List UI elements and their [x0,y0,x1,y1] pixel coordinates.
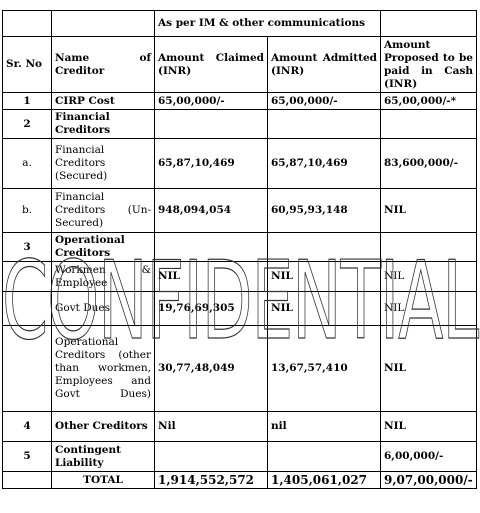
amount-admitted [268,110,381,139]
header-blank-cell [3,11,52,37]
amount-admitted: NIL [268,292,381,326]
table-row [3,233,477,262]
amount-admitted: 13,67,57,410 [268,326,381,412]
amount-admitted [268,442,381,472]
amount-claimed: Nil [155,412,268,442]
table-row [3,412,477,442]
sr-no: 2 [3,110,52,139]
amount-admitted: 60,95,93,148 [268,189,381,233]
amount-claimed: NIL [155,262,268,292]
total-amount-admitted: 1,405,061,027 [268,472,381,489]
header-creditor-name: Name of Creditor [52,37,155,93]
total-amount-proposed: 9,07,00,000/- [381,472,477,489]
header-amount-proposed: Amount Proposed to be paid in Cash (INR) [381,37,477,93]
table-row [3,189,477,233]
amount-admitted: 65,00,000/- [268,93,381,110]
creditor-name: Financial Creditors (Secured) [52,139,155,189]
header-amount-claimed: Amount Claimed (INR) [155,37,268,93]
amount-proposed: NIL [381,292,477,326]
amount-proposed: NIL [381,412,477,442]
amount-claimed: 65,00,000/- [155,93,268,110]
amount-admitted [268,233,381,262]
sr-no: b. [3,189,52,233]
header-blank-cell [381,11,477,37]
table-row [3,292,477,326]
sr-no [3,326,52,412]
creditor-name: CIRP Cost [52,93,155,110]
creditor-name: Workmen & Employee [52,262,155,292]
amount-proposed [381,110,477,139]
amount-claimed: 19,76,69,305 [155,292,268,326]
header-sr-no: Sr. No [3,37,52,93]
table-row [3,110,477,139]
table-row [3,326,477,412]
table-row [3,93,477,110]
sr-no: 1 [3,93,52,110]
creditor-name: Other Creditors [52,412,155,442]
amount-admitted: 65,87,10,469 [268,139,381,189]
total-amount-claimed: 1,914,552,572 [155,472,268,489]
header-group-row [3,11,477,37]
sr-no [3,262,52,292]
table-row [3,262,477,292]
watermark-text: CONFIDENTIAL [2,239,480,358]
amount-proposed: 6,00,000/- [381,442,477,472]
amount-claimed [155,442,268,472]
amount-claimed [155,110,268,139]
creditor-name: Operational Creditors [52,233,155,262]
amount-proposed: NIL [381,262,477,292]
creditor-name: Financial Creditors [52,110,155,139]
total-label: TOTAL [52,472,155,489]
amount-admitted: nil [268,412,381,442]
amount-claimed [155,233,268,262]
table-row [3,442,477,472]
amount-proposed: 65,00,000/-* [381,93,477,110]
creditor-name: Financial Creditors (Un-Secured) [52,189,155,233]
sr-no: 5 [3,442,52,472]
amount-proposed [381,233,477,262]
creditor-claims-table [2,10,480,489]
sr-no [3,292,52,326]
amount-claimed: 30,77,48,049 [155,326,268,412]
total-row [3,472,477,489]
creditor-name: Operational Creditors (other than workmen, Employees and Govt Dues) [52,326,155,412]
header-amount-admitted: Amount Admitted (INR) [268,37,381,93]
amount-admitted: NIL [268,262,381,292]
creditor-name: Contingent Liability [52,442,155,472]
table-row [3,139,477,189]
creditor-name: Govt Dues [52,292,155,326]
amount-proposed: 83,600,000/- [381,139,477,189]
header-row [3,37,477,93]
sr-no: 4 [3,412,52,442]
amount-claimed: 65,87,10,469 [155,139,268,189]
total-blank-cell [3,472,52,489]
amount-proposed: NIL [381,189,477,233]
amount-proposed: NIL [381,326,477,412]
sr-no: a. [3,139,52,189]
header-blank-cell [52,11,155,37]
amount-claimed: 948,094,054 [155,189,268,233]
header-group-label: As per IM & other communications [155,11,381,37]
sr-no: 3 [3,233,52,262]
